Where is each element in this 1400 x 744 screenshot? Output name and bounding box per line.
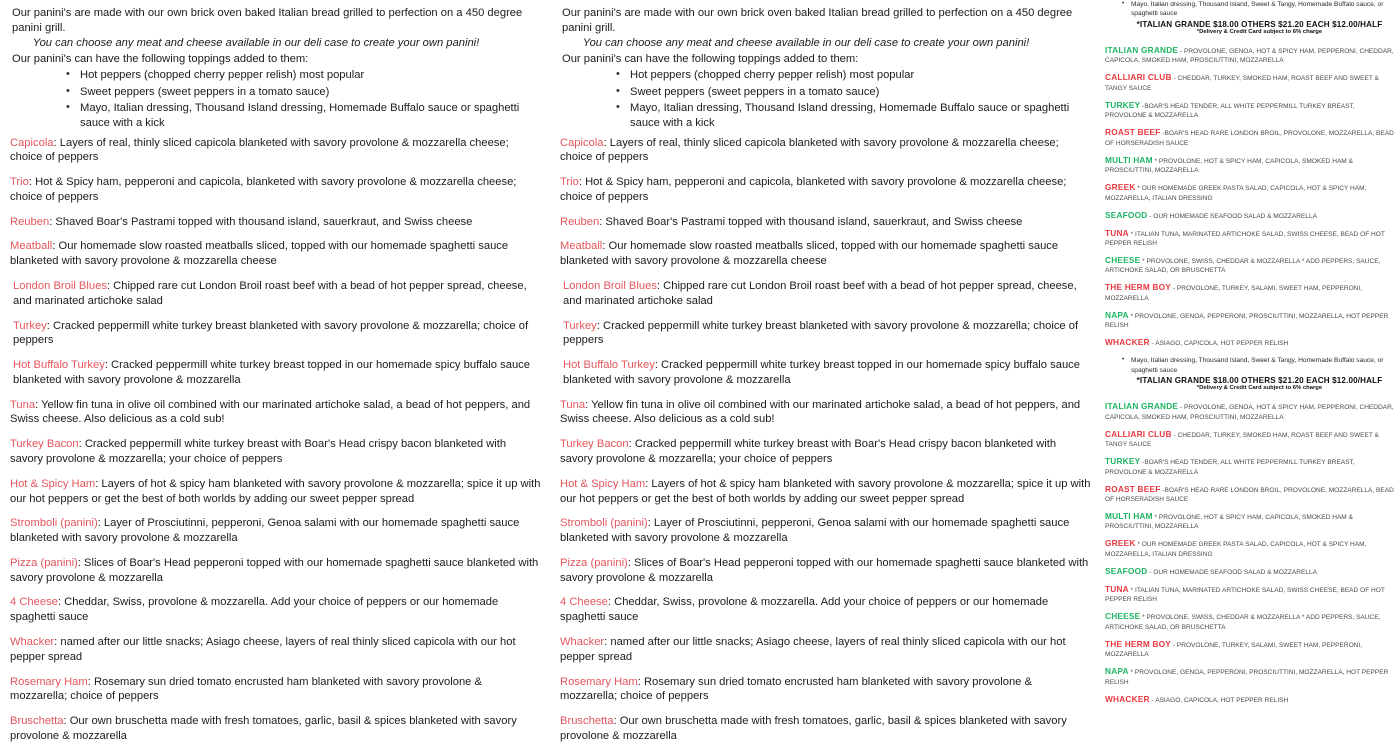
topping-item: • Mayo, Italian dressing, Thousand Island dressing, Homemade Buffalo sauce or spaghetti sauce with a kick	[80, 101, 542, 130]
panini-item	[560, 556, 1092, 586]
panini-item	[10, 516, 542, 546]
sub-item-name: GREEK	[1105, 538, 1136, 549]
panini-item-name: Capicola	[560, 136, 604, 149]
sub-item-description: PROVOLONE, SWISS, CHEDDAR & MOZZARELLA * ADD PEPPERS, SAUCE, ARTICHOKE SALAD, OR BRUSCHETTA	[1105, 614, 1381, 631]
panini-item-description: Layers of real, thinly sliced capicola blanketed with savory provolone & mozzarella cheese; choice of peppers	[560, 136, 1059, 164]
price-headline: *ITALIAN GRANDE $18.00 OTHERS $21.20 EACH $12.00/HALF	[1136, 376, 1383, 386]
panini-item	[560, 136, 1092, 166]
panini-item-description: Yellow fin tuna in olive oil combined with our marinated artichoke salad, a bead of hot peppers, and Swiss cheese. Also delicious as a cold sub!	[10, 398, 531, 426]
panini-item-description: Layers of hot & spicy ham blanketed with savory provolone & mozzarella; spice it up with our hot peppers or get the best of both worlds by adding our sweet pepper spread	[560, 477, 1091, 505]
panini-item-separator: :	[645, 477, 652, 490]
sub-item-name: ITALIAN GRANDE	[1105, 401, 1179, 412]
sub-item	[1105, 126, 1394, 148]
panini-item	[10, 675, 542, 705]
sub-item-name: WHACKER	[1105, 337, 1150, 348]
sub-item	[1105, 154, 1394, 176]
panini-item-separator: :	[599, 215, 606, 228]
panini-item-description: Layer of Prosciutinni, pepperoni, Genoa salami with our homemade spaghetti sauce blanketed with savory provolone & mozzarella	[10, 517, 520, 545]
sub-item-name: SEAFOOD	[1105, 209, 1148, 220]
panini-item-name: London Broil Blues	[13, 279, 107, 292]
panini-item-name: Tuna	[10, 398, 36, 411]
panini-item	[10, 714, 542, 744]
topping-item: • Sweet peppers (sweet peppers in a tomato sauce)	[630, 85, 1092, 100]
panini-item	[10, 595, 542, 625]
panini-item-name: Meatball	[10, 240, 53, 253]
panini-item	[13, 319, 542, 349]
sub-listing-cycle-2	[1103, 354, 1394, 705]
panini-item-description: Rosemary sun dried tomato encrusted ham blanketed with savory provolone & mozzarella; choice of peppers	[560, 675, 1032, 703]
panini-item-separator: :	[656, 279, 664, 292]
sub-item-separator: *	[1140, 257, 1147, 265]
sub-item-name: CALLIARI CLUB	[1105, 428, 1172, 439]
panini-item-list	[8, 136, 542, 744]
sub-item-separator: *	[1128, 312, 1135, 320]
panini-item-description: Cheddar, Swiss, provolone & mozzarella. Add your choice of peppers or our homemade spaghetti sauce	[10, 596, 499, 624]
sub-item-description: ASIAGO, CAPICOLA, HOT PEPPER RELISH	[1155, 696, 1289, 704]
panini-item	[560, 239, 1092, 269]
sub-item-description: OUR HOMEMADE GREEK PASTA SALAD, CAPICOLA, HOT & SPICY HAM, MOZZARELLA, ITALIAN DRESSING	[1105, 541, 1367, 558]
sub-item-list	[1103, 44, 1394, 349]
panini-item-description: Hot & Spicy ham, pepperoni and capicola, blanketed with savory provolone & mozzarella cheese; choice of peppers	[560, 176, 1067, 203]
sub-item-description: PROVOLONE, GENOA, PEPPERONI, PROSCIUTTINI, MOZZARELLA, HOT PEPPER RELISH	[1105, 312, 1389, 330]
sub-item	[1105, 583, 1394, 605]
sub-item-separator: -	[1140, 102, 1145, 110]
topping-item: • Mayo, Italian dressing, Thousand Island dressing, Homemade Buffalo sauce or spaghetti sauce with a kick	[630, 101, 1092, 130]
panini-item	[560, 175, 1092, 205]
sub-item-name: CHEESE	[1105, 254, 1141, 265]
panini-item	[10, 635, 542, 665]
panini-item-separator: :	[104, 359, 112, 372]
dense-bullet-item: • Mayo, Italian dressing, Thousand Island, Sweet & Tangy, Homemade Buffalo sauce, or spaghetti sauce	[1131, 356, 1394, 375]
sub-item-description: OUR HOMEMADE SEAFOOD SALAD & MOZZARELLA	[1153, 568, 1317, 576]
panini-item-name: Whacker	[10, 636, 55, 649]
panini-item-name: Reuben	[10, 215, 50, 228]
price-subnote: *Delivery & Credit Card subject to 6% charge	[1196, 28, 1323, 35]
topping-item: • Sweet peppers (sweet peppers in a tomato sauce)	[80, 85, 542, 100]
sub-item-name: THE HERM BOY	[1105, 282, 1172, 293]
sub-item-name: GREEK	[1105, 182, 1136, 193]
panini-item	[560, 516, 1092, 546]
sub-item-name: ROAST BEEF	[1105, 127, 1161, 138]
panini-item	[560, 635, 1092, 665]
panini-item-description: named after our little snacks; Asiago cheese, layers of real thinly sliced capicola with our hot pepper spread	[560, 636, 1066, 663]
panini-item-name: 4 Cheese	[560, 596, 608, 609]
panini-item-separator: :	[87, 675, 94, 688]
panini-item-name: Turkey Bacon	[10, 438, 79, 451]
sub-item	[1105, 510, 1394, 532]
intro-line-1: Our panini's are made with our own brick oven baked Italian bread grilled to perfection on a 450 degree panini grill.	[12, 7, 523, 34]
panini-item-separator: :	[604, 636, 611, 649]
sub-item-description: BOAR'S HEAD RARE LONDON BROIL, PROVOLONE, MOZZARELLA, BEAD OF HORSERADISH SAUCE	[1105, 486, 1394, 503]
sub-item-description: CHEDDAR, TURKEY, SMOKED HAM, ROAST BEEF AND SWEET & TANGY SAUCE	[1105, 431, 1379, 449]
panini-item-name: Trio	[10, 176, 29, 189]
sub-item-description: PROVOLONE, GENOA, HOT & SPICY HAM, PEPPERONI, CHEDDAR, CAPICOLA, SMOKED HAM, PROSCIUTTINI, MOZZARELLA	[1105, 404, 1394, 421]
sub-item-separator: *	[1140, 614, 1147, 622]
sub-item-description: BOAR'S HEAD TENDER, ALL WHITE PEPPERMILL TURKEY BREAST, PROVOLONE & MOZZARELLA	[1105, 459, 1355, 476]
panini-item-description: Cracked peppermill white turkey breast topped in our homemade spicy buffalo sauce blanketed with savory provolone & mozzarella	[563, 359, 1080, 386]
panini-item-name: Meatball	[560, 240, 603, 253]
panini-item-separator: :	[106, 279, 114, 292]
sub-item	[1105, 483, 1394, 505]
panini-item	[560, 675, 1092, 705]
panini-item-separator: :	[97, 517, 104, 530]
panini-item-separator: :	[28, 176, 36, 189]
panini-item-description: Layer of Prosciutinni, pepperoni, Genoa salami with our homemade spaghetti sauce blanketed with savory provolone & mozzarella	[560, 517, 1070, 545]
panini-item-name: Hot Buffalo Turkey	[13, 359, 105, 372]
sub-item-description: ASIAGO, CAPICOLA, HOT PEPPER RELISH	[1155, 340, 1289, 348]
sub-item-description: PROVOLONE, HOT & SPICY HAM, CAPICOLA, SMOKED HAM & PROSCIUTTINI, MOZZARELLA	[1105, 157, 1353, 175]
panini-item	[560, 477, 1092, 507]
sub-item-name: WHACKER	[1105, 693, 1150, 704]
panini-item-separator: :	[585, 398, 592, 411]
panini-item-description: Our own bruschetta made with fresh tomatoes, garlic, basil & spices blanketed with savory provolone & mozzarella	[10, 715, 517, 742]
panini-item-separator: :	[49, 215, 56, 228]
panini-item	[560, 714, 1092, 744]
panini-item-name: Trio	[560, 176, 579, 189]
panini-item-separator: :	[607, 596, 615, 609]
sub-item	[1105, 254, 1394, 276]
panini-item-separator: :	[53, 136, 60, 149]
sub-item-separator: *	[1128, 586, 1136, 594]
panini-item-list	[558, 136, 1092, 744]
intro-line-1: Our panini's are made with our own brick oven baked Italian bread grilled to perfection on a 450 degree panini grill.	[562, 7, 1073, 34]
sub-item	[1105, 400, 1394, 422]
panini-item-separator: :	[77, 556, 84, 569]
sub-item-description: ITALIAN TUNA, MARINATED ARTICHOKE SALAD, SWISS CHEESE, BEAD OF HOT PEPPER RELISH	[1105, 586, 1385, 604]
topping-item: • Hot peppers (chopped cherry pepper relish) most popular	[80, 68, 542, 83]
panini-item-description: Cheddar, Swiss, provolone & mozzarella. Add your choice of peppers or our homemade spaghetti sauce	[560, 596, 1049, 624]
panini-item-name: London Broil Blues	[563, 279, 657, 292]
panini-item-description: named after our little snacks; Asiago cheese, layers of real thinly sliced capicola with our hot pepper spread	[10, 636, 516, 663]
panini-column-middle	[550, 0, 1100, 742]
panini-item-separator: :	[628, 438, 635, 451]
toppings-list	[8, 68, 542, 130]
panini-item-separator: :	[627, 556, 634, 569]
panini-item-description: Hot & Spicy ham, pepperoni and capicola, blanketed with savory provolone & mozzarella cheese; choice of peppers	[10, 176, 517, 203]
panini-item	[10, 398, 542, 428]
panini-item-name: Turkey	[13, 319, 47, 332]
panini-item-description: Layers of hot & spicy ham blanketed with savory provolone & mozzarella; spice it up with our hot peppers or get the best of both worlds by adding our sweet pepper spread	[10, 477, 541, 505]
sub-item	[1105, 227, 1394, 249]
panini-column-left	[0, 0, 550, 742]
sub-item-name: CHEESE	[1105, 611, 1141, 622]
sub-item-list	[1103, 400, 1394, 705]
sub-item-description: OUR HOMEMADE SEAFOOD SALAD & MOZZARELLA	[1153, 212, 1317, 220]
sub-item	[1105, 99, 1394, 121]
sub-item-separator: -	[1147, 212, 1154, 220]
panini-item-name: 4 Cheese	[10, 596, 58, 609]
dense-bullet-item: • Mayo, Italian dressing, Thousand Island, Sweet & Tangy, Homemade Buffalo sauce, or spaghetti sauce	[1131, 0, 1394, 19]
sub-item-name: TUNA	[1105, 583, 1129, 594]
panini-item-name: Rosemary Ham	[560, 675, 638, 688]
panini-item	[560, 437, 1092, 467]
panini-item-separator: :	[52, 240, 59, 253]
panini-item-description: Our homemade slow roasted meatballs sliced, topped with our homemade spaghetti sauce blanketed with savory provolone & mozzarella cheese	[10, 240, 509, 268]
panini-item-description: Cracked peppermill white turkey breast blanketed with savory provolone & mozzarella; choice of peppers	[13, 319, 529, 347]
sub-item	[1105, 693, 1394, 705]
sub-item	[1105, 281, 1394, 303]
panini-item-separator: :	[647, 517, 654, 530]
sub-item	[1105, 44, 1394, 66]
sub-item-separator: *	[1152, 513, 1159, 521]
topping-item: • Hot peppers (chopped cherry pepper relish) most popular	[630, 68, 1092, 83]
panini-item-description: Chipped rare cut London Broil roast beef with a bead of hot pepper spread, cheese, and marinated artichoke salad	[563, 279, 1077, 307]
panini-item-name: Stromboli (panini)	[10, 517, 98, 530]
sub-listing-cycle-1	[1103, 0, 1394, 349]
intro-line-2: Our panini's can have the following toppings added to them:	[562, 52, 859, 65]
panini-item-separator: :	[596, 319, 603, 332]
sub-item-description: PROVOLONE, TURKEY, SALAMI, SWEET HAM, PEPPERONI, MOZZARELLA	[1105, 285, 1363, 302]
toppings-list	[558, 68, 1092, 130]
dense-bullets	[1103, 356, 1394, 375]
sub-item-description: BOAR'S HEAD RARE LONDON BROIL, PROVOLONE, MOZZARELLA, BEAD OF HORSERADISH SAUCE	[1105, 130, 1394, 147]
panini-item	[10, 239, 542, 269]
panini-item-name: Bruschetta	[10, 715, 64, 728]
sub-item-name: MULTI HAM	[1105, 510, 1153, 521]
panini-item-separator: :	[57, 596, 65, 609]
sub-item-separator: -	[1149, 340, 1156, 348]
panini-item	[560, 398, 1092, 428]
sub-item-name: ROAST BEEF	[1105, 483, 1161, 494]
price-subnote: *Delivery & Credit Card subject to 6% charge	[1196, 385, 1323, 392]
sub-item-separator: *	[1128, 230, 1136, 238]
intro-line-2: Our panini's can have the following toppings added to them:	[12, 52, 309, 65]
panini-item	[10, 556, 542, 586]
panini-item-name: Turkey Bacon	[560, 438, 629, 451]
panini-item-separator: :	[602, 240, 609, 253]
panini-item-description: Shaved Boar's Pastrami topped with thousand island, sauerkraut, and Swiss cheese	[605, 215, 1023, 228]
sub-item-separator: *	[1128, 669, 1135, 677]
panini-item	[563, 279, 1092, 309]
sub-item-separator: -	[1171, 285, 1177, 293]
sub-item-description: CHEDDAR, TURKEY, SMOKED HAM, ROAST BEEF AND SWEET & TANGY SAUCE	[1105, 75, 1379, 92]
sub-item	[1105, 209, 1394, 221]
sub-item	[1105, 638, 1394, 660]
sub-item-name: TURKEY	[1105, 99, 1141, 110]
panini-item-separator: :	[578, 176, 586, 189]
panini-item-separator: :	[63, 715, 70, 728]
panini-item-separator: :	[78, 438, 85, 451]
dense-bullets	[1103, 0, 1394, 19]
sub-item-name: THE HERM BOY	[1105, 638, 1172, 649]
sub-item-name: ITALIAN GRANDE	[1105, 44, 1179, 55]
panini-item-description: Our own bruschetta made with fresh tomatoes, garlic, basil & spices blanketed with savory provolone & mozzarella	[560, 715, 1067, 742]
panini-item-separator: :	[95, 477, 102, 490]
panini-item-separator: :	[637, 675, 644, 688]
sub-item-description: PROVOLONE, GENOA, PEPPERONI, PROSCIUTTINI, MOZZARELLA, HOT PEPPER RELISH	[1105, 669, 1389, 686]
panini-item	[10, 477, 542, 507]
sub-item-separator: -	[1147, 568, 1154, 576]
panini-item-name: Pizza (panini)	[10, 556, 78, 569]
sub-item-separator: *	[1135, 541, 1142, 549]
panini-item	[10, 215, 542, 230]
price-headline: *ITALIAN GRANDE $18.00 OTHERS $21.20 EACH $12.00/HALF	[1136, 19, 1383, 29]
sub-listing-column	[1100, 0, 1400, 704]
sub-item-separator: -	[1178, 47, 1184, 55]
sub-item-description: PROVOLONE, GENOA, HOT & SPICY HAM, PEPPERONI, CHEDDAR, CAPICOLA, SMOKED HAM, PROSCIUTTINI, MOZZARELLA	[1105, 47, 1394, 65]
panini-item-separator: :	[35, 398, 42, 411]
panini-item	[560, 215, 1092, 230]
panini-item-name: Turkey	[563, 319, 597, 332]
sub-item-name: CALLIARI CLUB	[1105, 72, 1172, 83]
panini-item-name: Capicola	[10, 136, 54, 149]
intro-line-italic: You can choose any meat and cheese available in our deli case to create your own panini!	[582, 37, 1030, 50]
sub-item	[1105, 336, 1394, 348]
sub-item-description: BOAR'S HEAD TENDER, ALL WHITE PEPPERMILL TURKEY BREAST, PROVOLONE & MOZZARELLA	[1105, 102, 1355, 120]
sub-item	[1105, 309, 1394, 331]
panini-item	[10, 175, 542, 205]
panini-item	[10, 136, 542, 166]
sub-item-separator: -	[1160, 486, 1165, 494]
panini-item-separator: :	[54, 636, 61, 649]
panini-item-description: Yellow fin tuna in olive oil combined with our marinated artichoke salad, a bead of hot peppers, and Swiss cheese. Also delicious as a cold sub!	[560, 398, 1081, 426]
panini-item-description: Layers of real, thinly sliced capicola blanketed with savory provolone & mozzarella cheese; choice of peppers	[10, 136, 509, 164]
panini-item-name: Whacker	[560, 636, 605, 649]
sub-item-name: NAPA	[1105, 309, 1129, 320]
panini-item	[10, 437, 542, 467]
sub-item-name: NAPA	[1105, 666, 1129, 677]
panini-item-description: Cracked peppermill white turkey breast with Boar's Head crispy bacon blanketed with savory provolone & mozzarella; your choice of peppers	[10, 438, 507, 465]
sub-item-name: SEAFOOD	[1105, 565, 1148, 576]
panini-item-description: Cracked peppermill white turkey breast with Boar's Head crispy bacon blanketed with savory provolone & mozzarella; your choice of peppers	[560, 438, 1057, 465]
panini-item-separator: :	[603, 136, 610, 149]
sub-item	[1105, 71, 1394, 93]
panini-item-description: Cracked peppermill white turkey breast topped in our homemade spicy buffalo sauce blanketed with savory provolone & mozzarella	[13, 359, 530, 386]
panini-item-name: Hot & Spicy Ham	[10, 477, 96, 490]
sub-item-name: TUNA	[1105, 227, 1129, 238]
sub-item	[1105, 428, 1394, 450]
panini-item-name: Pizza (panini)	[560, 556, 628, 569]
sub-item	[1105, 181, 1394, 203]
sub-item	[1105, 665, 1394, 687]
panini-item	[563, 358, 1092, 388]
panini-item-description: Shaved Boar's Pastrami topped with thousand island, sauerkraut, and Swiss cheese	[55, 215, 473, 228]
panini-item-name: Bruschetta	[560, 715, 614, 728]
sub-item-description: ITALIAN TUNA, MARINATED ARTICHOKE SALAD, SWISS CHEESE, BEAD OF HOT PEPPER RELISH	[1105, 230, 1385, 247]
sub-item	[1105, 610, 1394, 632]
sub-item-separator: *	[1152, 157, 1159, 165]
sub-item-separator: -	[1171, 431, 1178, 439]
panini-item-name: Rosemary Ham	[10, 675, 88, 688]
sub-item-name: TURKEY	[1105, 456, 1141, 467]
sub-item-separator: -	[1140, 459, 1145, 467]
panini-item-description: Slices of Boar's Head pepperoni topped with our homemade spaghetti sauce blanketed with savory provolone & mozzarella	[560, 556, 1089, 584]
sub-item-separator: -	[1160, 130, 1165, 138]
sub-item	[1105, 537, 1394, 559]
panini-item	[563, 319, 1092, 349]
sub-item-separator: -	[1171, 75, 1178, 83]
panini-item-separator: :	[613, 715, 620, 728]
sub-item	[1105, 565, 1394, 577]
panini-item	[13, 358, 542, 388]
panini-item-description: Our homemade slow roasted meatballs sliced, topped with our homemade spaghetti sauce blanketed with savory provolone & mozzarella cheese	[560, 240, 1059, 268]
sub-item	[1105, 455, 1394, 477]
sub-item-separator: -	[1178, 404, 1184, 412]
panini-item-name: Reuben	[560, 215, 600, 228]
panini-item-name: Tuna	[560, 398, 586, 411]
sub-item-description: OUR HOMEMADE GREEK PASTA SALAD, CAPICOLA, HOT & SPICY HAM, MOZZARELLA, ITALIAN DRESSING	[1105, 185, 1367, 202]
sub-item-separator: *	[1135, 185, 1142, 193]
panini-item-name: Hot Buffalo Turkey	[563, 359, 655, 372]
sub-item-description: PROVOLONE, HOT & SPICY HAM, CAPICOLA, SMOKED HAM & PROSCIUTTINI, MOZZARELLA	[1105, 513, 1353, 531]
intro-line-italic: You can choose any meat and cheese available in our deli case to create your own panini!	[32, 37, 480, 50]
panini-item-description: Slices of Boar's Head pepperoni topped with our homemade spaghetti sauce blanketed with savory provolone & mozzarella	[10, 556, 539, 584]
sub-item-separator: -	[1171, 641, 1177, 649]
panini-item-name: Stromboli (panini)	[560, 517, 648, 530]
panini-item-description: Chipped rare cut London Broil roast beef with a bead of hot pepper spread, cheese, and marinated artichoke salad	[13, 279, 527, 307]
panini-item	[13, 279, 542, 309]
panini-item-separator: :	[46, 319, 53, 332]
panini-item-description: Cracked peppermill white turkey breast blanketed with savory provolone & mozzarella; choice of peppers	[563, 319, 1079, 347]
sub-item-description: PROVOLONE, TURKEY, SALAMI, SWEET HAM, PEPPERONI, MOZZARELLA	[1105, 641, 1363, 659]
panini-item-separator: :	[654, 359, 662, 372]
panini-item-name: Hot & Spicy Ham	[560, 477, 646, 490]
panini-item	[560, 595, 1092, 625]
sub-item-description: PROVOLONE, SWISS, CHEDDAR & MOZZARELLA * ADD PEPPERS, SAUCE, ARTICHOKE SALAD, OR BRUSCHETTA	[1105, 257, 1381, 275]
panini-item-description: Rosemary sun dried tomato encrusted ham blanketed with savory provolone & mozzarella; choice of peppers	[10, 675, 482, 703]
sub-item-name: MULTI HAM	[1105, 154, 1153, 165]
sub-item-separator: -	[1149, 696, 1156, 704]
